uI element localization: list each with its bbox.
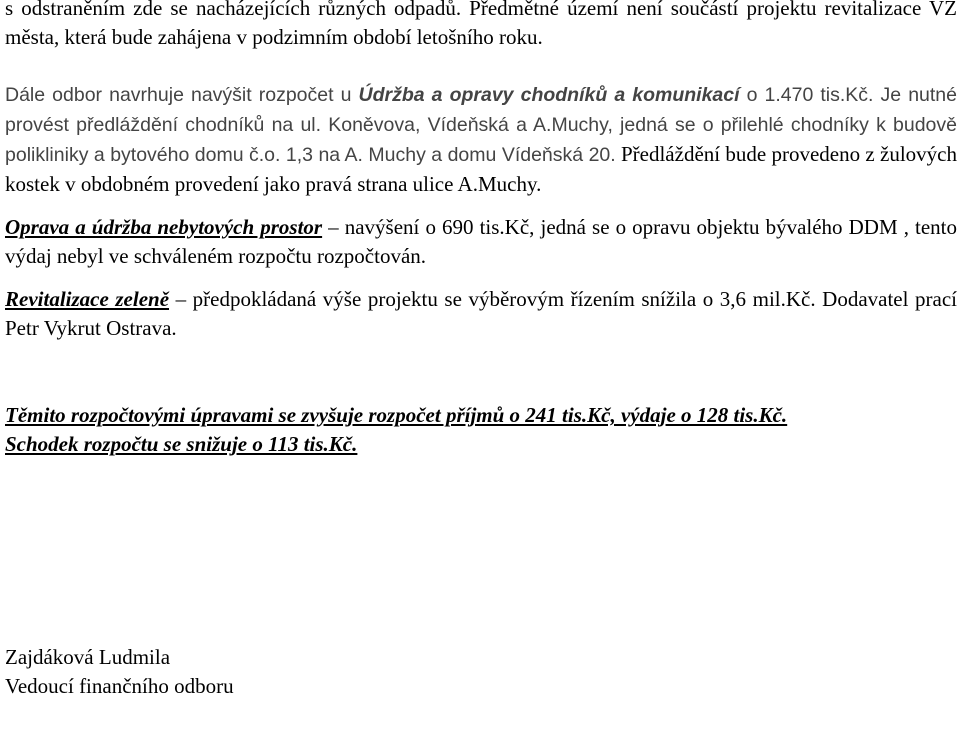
paragraph-revitalizace-zelene bbox=[5, 285, 957, 343]
revitalizace-zelene-heading: Revitalizace zeleně bbox=[5, 287, 170, 311]
chodniky-heading: Údržba a opravy chodníků a komunikací bbox=[358, 84, 740, 106]
summary-line-1: Těmito rozpočtovými úpravami se zvyšuje rozpočet příjmů o 241 tis.Kč, výdaje o 128 tis.Kč. bbox=[5, 403, 788, 427]
signature-role: Vedoucí finančního odboru bbox=[5, 674, 234, 698]
nebytove-prostory-heading: Oprava a údržba nebytových prostor bbox=[5, 215, 323, 239]
nebytove-prostory-text: – navýšení o 690 tis.Kč, jedná se o opravu objektu bývalého DDM , tento výdaj nebyl ve schváleném rozpočtu rozpočtován. bbox=[5, 215, 958, 268]
spacer bbox=[5, 459, 957, 643]
spacer bbox=[5, 271, 957, 285]
paragraph-odpady bbox=[5, 0, 957, 52]
paragraph-nebytove-prostory bbox=[5, 213, 957, 271]
paragraph-odpady-text: s odstraněním zde se nacházejících různých odpadů. Předmětné území není součástí projektu revitalizace VZ města, která bude zahájena v podzimním období letošního roku. bbox=[5, 0, 957, 49]
revitalizace-zelene-text: – předpokládaná výše projektu se výběrovým řízením snížila o 3,6 mil.Kč. Dodavatel prací Petr Vykrut Ostrava. bbox=[5, 287, 957, 340]
chodniky-intro: Dále odbor navrhuje navýšit rozpočet u bbox=[5, 84, 359, 106]
summary-line-2: Schodek rozpočtu se snižuje o 113 tis.Kč. bbox=[5, 432, 358, 456]
document-page bbox=[5, 0, 957, 701]
paragraph-chodniky bbox=[5, 80, 957, 199]
spacer bbox=[5, 199, 957, 213]
spacer bbox=[5, 343, 957, 401]
signature-name: Zajdáková Ludmila bbox=[5, 645, 171, 669]
spacer bbox=[5, 52, 957, 80]
chodniky-detail: o 1.470 tis.Kč. Je nutné provést předláždění chodníků na ul. Koněvova, Vídeňská a A.Muchy, jedná se o přilehlé chodníky k budově polikliniky a bytového domu č.o. 1,3 na A. Muchy a domu Vídeňská 20. bbox=[5, 84, 957, 166]
chodniky-predlazdeni: Předláždění bude provedeno z žulových kostek v obdobném provedení jako pravá strana ulice A.Muchy. bbox=[5, 142, 957, 196]
